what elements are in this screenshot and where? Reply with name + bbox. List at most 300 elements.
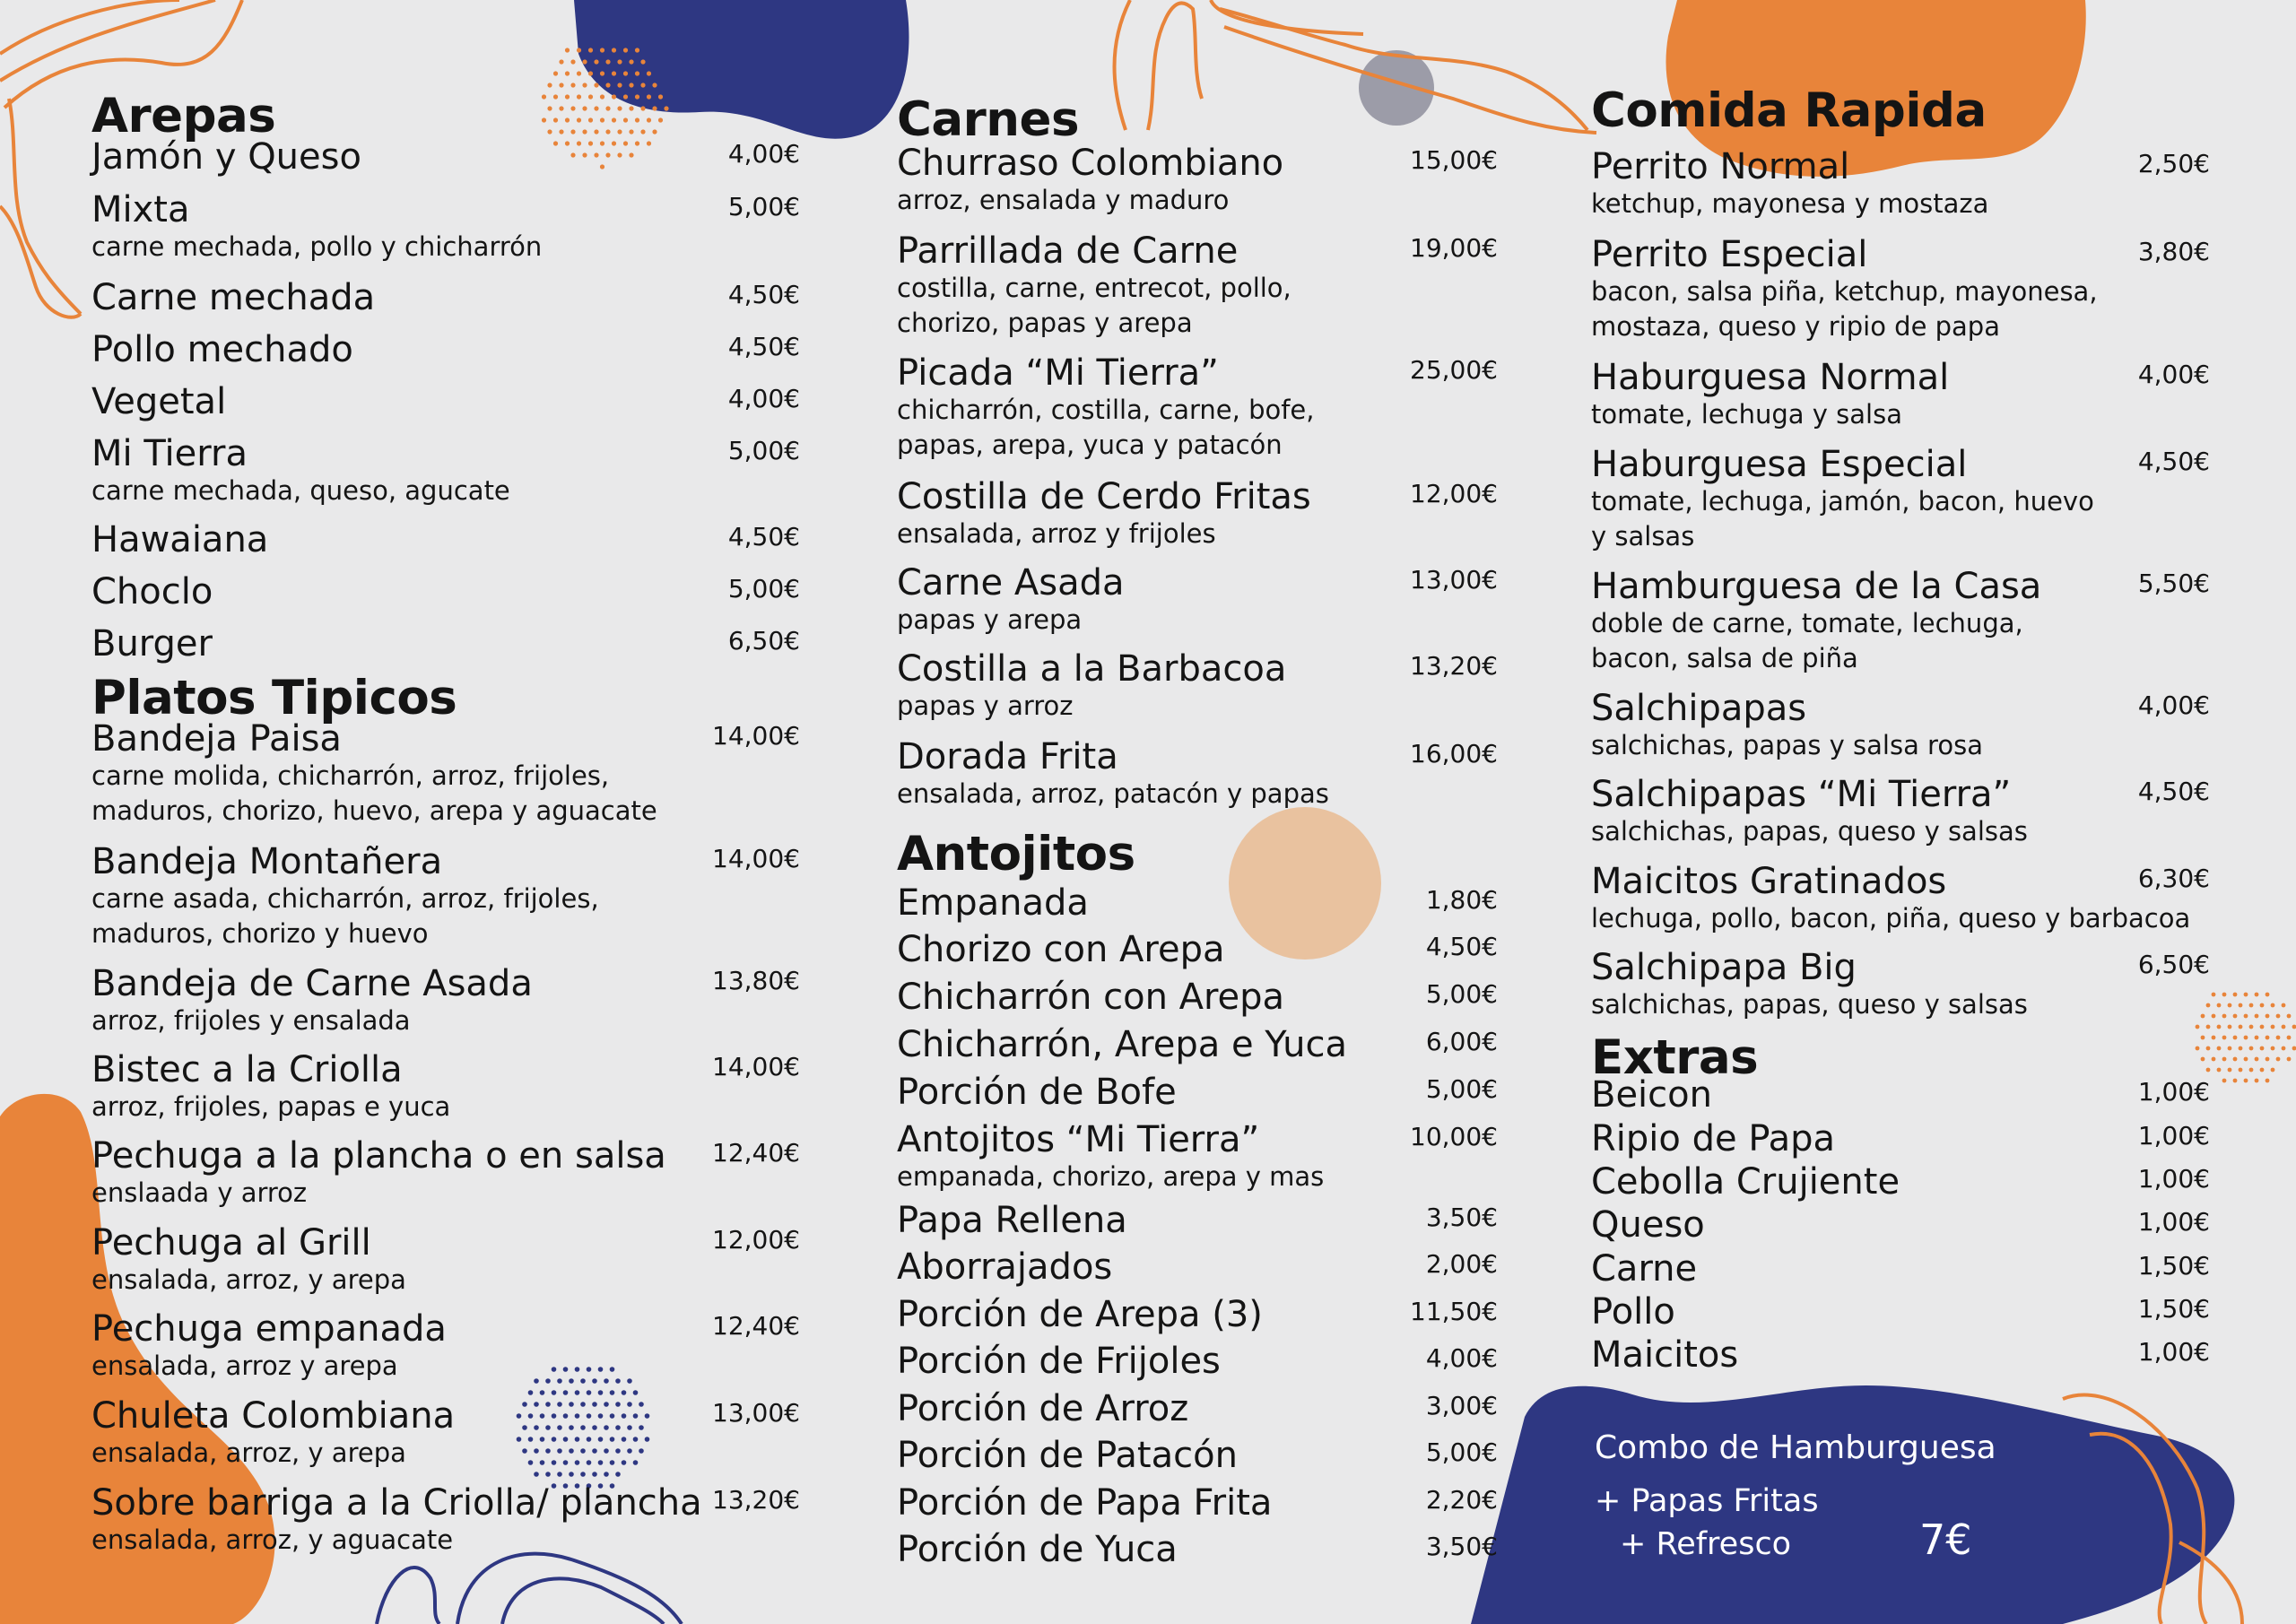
menu-item-description: chicharrón, costilla, carne, bofe,: [897, 395, 1315, 425]
decorative-dot: [2244, 1036, 2248, 1040]
menu-item-name: Chorizo con Arepa: [897, 929, 1225, 970]
decorative-dot: [570, 59, 575, 64]
menu-item-description: carne mechada, queso, agucate: [91, 475, 510, 506]
decorative-dot: [605, 106, 610, 110]
decorative-dot: [629, 59, 633, 64]
menu-item-name: Chicharrón con Arepa: [897, 977, 1285, 1018]
decorative-dot: [547, 129, 552, 134]
decorative-dot: [2233, 1036, 2238, 1040]
decorative-dot: [2249, 1068, 2254, 1073]
menu-item-price: 1,00€: [2137, 1337, 2210, 1367]
menu-item-price: 1,00€: [2137, 1077, 2210, 1107]
decorative-dot: [553, 71, 558, 75]
decorative-dot: [2266, 1079, 2270, 1083]
menu-item: [897, 1201, 1498, 1240]
menu-item-price: 4,50€: [727, 522, 800, 551]
decorative-dot: [582, 59, 587, 64]
menu-item: [897, 930, 1498, 969]
menu-item-name: Churraso Colombiano: [897, 143, 1284, 184]
menu-item-price: 14,00€: [712, 721, 800, 751]
decorative-dot: [588, 48, 593, 52]
decorative-dot: [2233, 1014, 2238, 1019]
menu-item-price: 13,20€: [712, 1485, 800, 1515]
menu-item-price: 1,00€: [2137, 1207, 2210, 1237]
decorative-dot: [612, 94, 616, 99]
menu-item: [1591, 445, 2210, 554]
decorative-dot: [2212, 993, 2216, 997]
decorative-dot: [629, 129, 633, 134]
decorative-dot: [582, 83, 587, 87]
decorative-dot: [2212, 1057, 2216, 1062]
menu-item-price: 19,00€: [1410, 233, 1498, 263]
decorative-dot: [2249, 1046, 2254, 1051]
menu-item: [897, 977, 1498, 1017]
decorative-dot: [640, 59, 645, 64]
decorative-dot: [2249, 1003, 2254, 1008]
menu-item-name: Queso: [1591, 1204, 1705, 1246]
menu-item: [1591, 235, 2210, 344]
navy-blob-bottom-right: [1471, 1385, 2234, 1624]
menu-item: [91, 842, 800, 951]
decorative-dot: [633, 1390, 639, 1395]
decorative-dot: [588, 94, 593, 99]
decorative-dot: [587, 1390, 592, 1395]
decorative-dot: [2222, 1057, 2227, 1062]
menu-item: [897, 883, 1498, 923]
decorative-dot: [2196, 1025, 2200, 1029]
menu-item-name: Salchipapa Big: [1591, 947, 1857, 988]
menu-item-name: Maicitos: [1591, 1334, 1739, 1376]
decorative-dot: [2239, 1003, 2243, 1008]
menu-item-name: Aborrajados: [897, 1246, 1113, 1288]
decorative-dot: [612, 71, 616, 75]
menu-item-description: papas y arroz: [897, 690, 1074, 721]
decorative-dot: [2217, 1046, 2222, 1051]
menu-item-description: papas y arepa: [897, 604, 1083, 635]
menu-item: [897, 1295, 1498, 1334]
menu-item: [91, 278, 800, 317]
menu-item-name: Beicon: [1591, 1074, 1712, 1116]
menu-item-name: Maicitos Gratinados: [1591, 861, 1947, 902]
menu-item: [1591, 862, 2210, 936]
menu-item-price: 12,40€: [712, 1138, 800, 1168]
menu-item-price: 12,00€: [712, 1225, 800, 1255]
menu-item-name: Mixta: [91, 189, 190, 230]
decorative-dot: [2196, 1046, 2200, 1051]
decorative-dot: [629, 106, 633, 110]
decorative-dot: [623, 117, 628, 122]
menu-item-name: Porción de Papa Frita: [897, 1482, 1273, 1524]
decorative-dot: [652, 106, 657, 110]
menu-item-price: 6,00€: [1425, 1027, 1498, 1056]
decorative-dot: [600, 71, 604, 75]
decorative-dot: [575, 1390, 580, 1395]
menu-item-name: Hamburguesa de la Casa: [1591, 566, 2042, 607]
decorative-dot: [600, 117, 604, 122]
decorative-dot: [2217, 1025, 2222, 1029]
decorative-dot: [610, 1390, 615, 1395]
menu-item: [897, 1247, 1498, 1287]
decorative-dot: [565, 94, 570, 99]
decorative-dot: [592, 1472, 597, 1477]
menu-item: [897, 1389, 1498, 1429]
menu-item-description: carne mechada, pollo y chicharrón: [91, 231, 543, 262]
decorative-dot: [2222, 1014, 2227, 1019]
decorative-dot: [2255, 1036, 2259, 1040]
menu-item-price: 5,50€: [2137, 569, 2210, 598]
menu-item-description: y salsas: [1591, 521, 1695, 551]
menu-item-description: mostaza, queso y ripio de papa: [1591, 311, 2000, 342]
menu-item-description: doble de carne, tomate, lechuga,: [1591, 608, 2023, 638]
menu-item-name: Mi Tierra: [91, 433, 248, 474]
menu-item-name: Haburguesa Especial: [1591, 444, 1968, 485]
decorative-dot: [2282, 1025, 2286, 1029]
decorative-dot: [2292, 1025, 2296, 1029]
combo-title: Combo de Hamburguesa: [1595, 1429, 1996, 1466]
menu-item-price: 11,50€: [1410, 1297, 1498, 1326]
menu-item-price: 2,20€: [1425, 1485, 1498, 1515]
menu-item: [897, 353, 1498, 463]
menu-item-name: Pechuga a la plancha o en salsa: [91, 1135, 666, 1177]
menu-item-price: 6,30€: [2137, 864, 2210, 893]
decorative-dot: [2282, 1003, 2286, 1008]
decorative-dot: [2228, 1003, 2232, 1008]
menu-item-name: Bistec a la Criolla: [91, 1049, 403, 1090]
menu-item-description: costilla, carne, entrecot, pollo,: [897, 273, 1292, 303]
decorative-dot: [2260, 1046, 2265, 1051]
menu-item-name: Porción de Frijoles: [897, 1341, 1221, 1382]
menu-item-price: 6,50€: [2137, 950, 2210, 979]
decorative-dot: [2239, 1025, 2243, 1029]
menu-item-price: 4,50€: [727, 280, 800, 309]
menu-item-price: 14,00€: [712, 1052, 800, 1081]
menu-item-price: 12,00€: [1410, 479, 1498, 508]
menu-item-name: Perrito Especial: [1591, 234, 1868, 275]
decorative-dot: [2276, 1014, 2281, 1019]
decorative-dot: [2292, 1046, 2296, 1051]
menu-item-name: Porción de Arepa (3): [897, 1294, 1263, 1335]
decorative-dot: [600, 94, 604, 99]
menu-item: [897, 143, 1498, 218]
menu-item-price: 5,00€: [727, 574, 800, 604]
menu-item: [897, 737, 1498, 812]
menu-item-description: chorizo, papas y arepa: [897, 308, 1193, 338]
menu-item-price: 3,00€: [1425, 1391, 1498, 1420]
menu-item-description: enslaada y arroz: [91, 1177, 308, 1208]
decorative-dot: [542, 117, 546, 122]
decorative-dot: [582, 106, 587, 110]
decorative-dot: [594, 106, 598, 110]
menu-item: [897, 1530, 1498, 1569]
decorative-dot: [2217, 1068, 2222, 1073]
menu-item-name: Chicharrón, Arepa e Yuca: [897, 1024, 1347, 1065]
decorative-dot: [604, 1472, 609, 1477]
menu-item-price: 15,00€: [1410, 145, 1498, 175]
decorative-dot: [2201, 1057, 2205, 1062]
decorative-dot: [2244, 1014, 2248, 1019]
menu-item: [1591, 147, 2210, 221]
line-doodle-bottom-left: [377, 1554, 682, 1624]
menu-item: [897, 1025, 1498, 1064]
decorative-dot: [565, 117, 570, 122]
menu-item-name: Costilla a la Barbacoa: [897, 648, 1287, 690]
decorative-dot: [2266, 993, 2270, 997]
menu-item-name: Hawaiana: [91, 519, 269, 560]
menu-item-name: Porción de Yuca: [897, 1529, 1178, 1570]
decorative-dot: [605, 59, 610, 64]
menu-item-name: Salchipapas: [1591, 688, 1807, 729]
menu-item: [91, 1396, 800, 1471]
menu-item-price: 1,80€: [1425, 885, 1498, 915]
decorative-dot: [540, 1390, 545, 1395]
menu-item: [1591, 1292, 2210, 1332]
menu-item: [91, 1483, 800, 1558]
decorative-dot: [664, 106, 668, 110]
section-title-platos-tipicos: Platos Tipicos: [91, 671, 457, 725]
menu-item-price: 1,50€: [2137, 1251, 2210, 1281]
decorative-dot: [640, 106, 645, 110]
decorative-dot: [635, 48, 639, 52]
navy-blob-top: [574, 0, 909, 139]
menu-item-price: 1,00€: [2137, 1121, 2210, 1151]
menu-item-description: ensalada, arroz, y aguacate: [91, 1524, 454, 1555]
menu-item-name: Sobre barriga a la Criolla/ plancha: [91, 1482, 702, 1524]
menu-item: [897, 1342, 1498, 1381]
menu-item-name: Empanada: [897, 882, 1089, 924]
decorative-dot: [565, 71, 570, 75]
menu-item-name: Vegetal: [91, 381, 227, 422]
menu-item-name: Carne Asada: [897, 562, 1125, 604]
decorative-dot: [652, 83, 657, 87]
decorative-dot: [2266, 1036, 2270, 1040]
menu-item-name: Choclo: [91, 571, 213, 612]
decorative-dot: [557, 1472, 562, 1477]
menu-item: [91, 434, 800, 508]
decorative-dot: [615, 1472, 621, 1477]
menu-item-description: papas, arepa, yuca y patacón: [897, 430, 1283, 460]
decorative-dot: [2249, 1025, 2254, 1029]
menu-item-description: maduros, chorizo y huevo: [91, 918, 429, 949]
dot-pattern-orange-right: [2196, 993, 2296, 1083]
decorative-dot: [570, 83, 575, 87]
menu-item-price: 4,50€: [2137, 777, 2210, 806]
decorative-dot: [2233, 993, 2238, 997]
decorative-dot: [528, 1390, 534, 1395]
section-title-antojitos: Antojitos: [897, 827, 1135, 881]
menu-item: [1591, 948, 2210, 1022]
decorative-dot: [594, 83, 598, 87]
section-title-carnes: Carnes: [897, 92, 1080, 147]
menu-item-description: tomate, lechuga, jamón, bacon, huevo: [1591, 486, 2094, 517]
decorative-dot: [2206, 1068, 2211, 1073]
combo-line-drink: + Refresco: [1620, 1526, 1792, 1562]
decorative-dot: [612, 117, 616, 122]
menu-item-price: 13,00€: [1410, 565, 1498, 595]
decorative-dot: [588, 71, 593, 75]
decorative-dot: [570, 129, 575, 134]
decorative-dot: [547, 83, 552, 87]
menu-item-price: 3,50€: [1425, 1203, 1498, 1232]
menu-item-name: Chuleta Colombiana: [91, 1395, 456, 1437]
menu-item-description: arroz, frijoles, papas e yuca: [91, 1091, 451, 1122]
decorative-dot: [622, 1390, 627, 1395]
menu-item-price: 4,00€: [727, 384, 800, 413]
menu-item: [897, 649, 1498, 724]
menu-item-name: Porción de Patacón: [897, 1435, 1238, 1476]
menu-item: [91, 382, 800, 421]
decorative-dot: [640, 129, 645, 134]
decorative-dot: [2222, 1079, 2227, 1083]
decorative-dot: [2255, 1014, 2259, 1019]
menu-item-price: 4,00€: [2137, 690, 2210, 720]
menu-item: [1591, 1162, 2210, 1202]
decorative-dot: [577, 117, 581, 122]
menu-item: [91, 1309, 800, 1384]
decorative-dot: [2212, 1036, 2216, 1040]
decorative-dot: [588, 117, 593, 122]
menu-item: [1591, 1075, 2210, 1115]
menu-item: [91, 572, 800, 612]
decorative-dot: [2271, 1003, 2275, 1008]
menu-item: [91, 137, 800, 177]
menu-item-name: Cebolla Crujiente: [1591, 1161, 1900, 1203]
decorative-dot: [563, 1390, 569, 1395]
menu-item-price: 16,00€: [1410, 739, 1498, 769]
menu-item-price: 12,40€: [712, 1311, 800, 1341]
menu-item: [897, 1120, 1498, 1194]
menu-item-price: 2,50€: [2137, 149, 2210, 178]
menu-item: [91, 190, 800, 265]
decorative-dot: [559, 83, 563, 87]
menu-item-name: Haburguesa Normal: [1591, 357, 1950, 398]
decorative-dot: [2287, 1057, 2292, 1062]
menu-item: [1591, 358, 2210, 432]
decorative-dot: [594, 59, 598, 64]
decorative-dot: [545, 1472, 551, 1477]
decorative-dot: [2228, 1025, 2232, 1029]
menu-item: [91, 964, 800, 1038]
decorative-dot: [569, 1472, 574, 1477]
menu-item-name: Burger: [91, 623, 213, 664]
decorative-dot: [598, 1390, 604, 1395]
menu-item: [897, 1483, 1498, 1523]
gray-circle: [1359, 50, 1434, 126]
menu-item: [897, 563, 1498, 638]
decorative-dot: [582, 129, 587, 134]
decorative-dot: [647, 71, 651, 75]
decorative-dot: [2244, 1057, 2248, 1062]
line-doodle-top-center: [1115, 0, 1597, 133]
menu-item-name: Parrillada de Carne: [897, 230, 1239, 272]
menu-item-price: 4,50€: [1425, 932, 1498, 961]
decorative-dot: [623, 71, 628, 75]
menu-item-name: Antojitos “Mi Tierra”: [897, 1119, 1260, 1160]
menu-item: [91, 719, 800, 829]
menu-item-name: Bandeja de Carne Asada: [91, 963, 533, 1004]
decorative-dot: [2222, 993, 2227, 997]
menu-item-price: 13,00€: [712, 1398, 800, 1428]
menu-item-description: salchichas, papas, queso y salsas: [1591, 989, 2028, 1020]
decorative-dot: [565, 48, 570, 52]
section-title-comida-rapida: Comida Rapida: [1591, 83, 1987, 138]
menu-item-description: arroz, ensalada y maduro: [897, 185, 1230, 215]
menu-item-name: Perrito Normal: [1591, 146, 1850, 187]
decorative-dot: [2255, 993, 2259, 997]
decorative-dot: [2239, 1046, 2243, 1051]
decorative-dot: [2222, 1036, 2227, 1040]
menu-item-description: ensalada, arroz, y arepa: [91, 1437, 406, 1468]
menu-item-name: Salchipapas “Mi Tierra”: [1591, 774, 2012, 815]
menu-item-description: ensalada, arroz, patacón y papas: [897, 778, 1329, 809]
menu-item-price: 13,80€: [712, 966, 800, 995]
decorative-dot: [2255, 1079, 2259, 1083]
decorative-dot: [612, 48, 616, 52]
section-title-extras: Extras: [1591, 1030, 1759, 1085]
decorative-dot: [629, 83, 633, 87]
decorative-dot: [617, 106, 622, 110]
decorative-dot: [552, 1390, 557, 1395]
decorative-dot: [577, 48, 581, 52]
decorative-dot: [2233, 1079, 2238, 1083]
decorative-dot: [2266, 1057, 2270, 1062]
decorative-dot: [2255, 1057, 2259, 1062]
decorative-dot: [2271, 1025, 2275, 1029]
decorative-dot: [647, 94, 651, 99]
menu-item-name: Bandeja Montañera: [91, 841, 443, 882]
menu-item-price: 2,00€: [1425, 1249, 1498, 1279]
decorative-dot: [580, 1472, 586, 1477]
decorative-dot: [635, 117, 639, 122]
menu-item-price: 4,50€: [2137, 447, 2210, 476]
menu-item-name: Jamón y Queso: [91, 136, 361, 178]
menu-item-price: 4,50€: [727, 332, 800, 361]
menu-item-price: 3,50€: [1425, 1532, 1498, 1561]
decorative-dot: [2201, 1036, 2205, 1040]
menu-item-name: Picada “Mi Tierra”: [897, 352, 1219, 394]
menu-item-price: 1,50€: [2137, 1294, 2210, 1324]
menu-item-name: Pechuga al Grill: [91, 1222, 371, 1264]
menu-item-name: Carne mechada: [91, 277, 376, 318]
menu-item-description: salchichas, papas y salsa rosa: [1591, 730, 1983, 760]
decorative-dot: [534, 1472, 539, 1477]
decorative-dot: [577, 71, 581, 75]
menu-item-price: 25,00€: [1410, 355, 1498, 385]
menu-item: [91, 520, 800, 560]
decorative-dot: [2260, 1003, 2265, 1008]
decorative-dot: [2287, 1014, 2292, 1019]
menu-item: [1591, 1249, 2210, 1289]
decorative-dot: [635, 71, 639, 75]
menu-item-description: empanada, chorizo, arepa y mas: [897, 1161, 1325, 1192]
menu-item-price: 4,00€: [1425, 1343, 1498, 1373]
menu-item-price: 5,00€: [1425, 1437, 1498, 1467]
decorative-dot: [542, 94, 546, 99]
menu-item-price: 4,00€: [2137, 360, 2210, 389]
decorative-dot: [617, 59, 622, 64]
decorative-dot: [2217, 1003, 2222, 1008]
decorative-dot: [2276, 1036, 2281, 1040]
menu-item: [1591, 1119, 2210, 1159]
decorative-dot: [2276, 1057, 2281, 1062]
decorative-dot: [2260, 1025, 2265, 1029]
menu-item-name: Pollo mechado: [91, 329, 353, 370]
decorative-dot: [2228, 1046, 2232, 1051]
decorative-dot: [652, 129, 657, 134]
menu-item-name: Carne: [1591, 1248, 1698, 1290]
decorative-dot: [559, 106, 563, 110]
menu-item: [897, 1436, 1498, 1475]
menu-item-price: 3,80€: [2137, 237, 2210, 266]
